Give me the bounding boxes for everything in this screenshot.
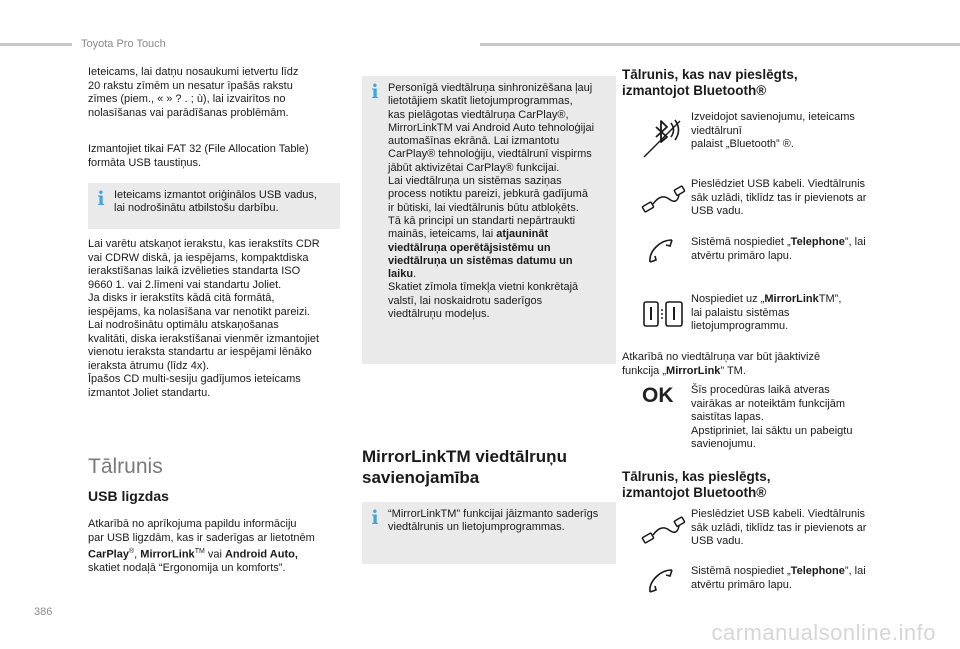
- page-number: 386: [34, 606, 53, 618]
- info-icon: i: [97, 188, 105, 210]
- cd-recording-advice: Lai varētu atskaņot ierakstu, kas ierakstīts CDR vai CDRW diskā, ja iespējams, kompaktdiska ierakstīšanas laikā izvēlieties standarta ISO 9660 1. vai 2.līmeni vai standartu Joliet. Ja disks ir ierakstīts kādā citā formātā, iespējams, ka nolasīšana var nenotikt pareizi. Lai nodrošinātu optimālu atskaņošanas kvalitāti, diska ierakstīšanai vienmēr izmantojiet vienotu ieraksta standartu ar iespējami lēnāko ieraksta ātrumu (līdz 4x). Īpašos CD multi-sesiju gadījumos ieteicams izmantot Joliet standartu.: [88, 238, 320, 399]
- filename-advice: Ieteicams, lai datņu nosaukumi ietvertu līdz 20 rakstu zīmēm un nesatur īpašās rakstu zīmes (piem., « » ? . ; ù), lai izvairītos no nolasīšanas vai parādīšanas problēmām.: [88, 66, 299, 119]
- press-telephone-step: Sistēmā nospiediet „Telephone”, lai atvērtu primāro lapu.: [691, 236, 866, 262]
- bluetooth-icon: [636, 117, 686, 161]
- usb-cable-note-text: Ieteicams izmantot oriģinālos USB vadus, lai nodrošinātu atbilstošu darbību.: [114, 189, 317, 215]
- connect-usb-step-2: Pieslēdziet USB kabeli. Viedtālrunis sāk uzlādi, tiklīdz tas ir pievienots ar USB vadu.: [691, 508, 867, 547]
- phone-not-bt-title: Tālrunis, kas nav pieslēgts, izmantojot Bluetooth®: [622, 67, 798, 98]
- usb-cable-icon: [639, 183, 687, 219]
- ok-icon: OK: [642, 384, 674, 407]
- press-mirrorlink-step: Nospiediet uz „MirrorLinkTM”, lai palaistu sistēmas lietojumprogrammu.: [691, 293, 842, 332]
- fat32-advice: Izmantojiet tikai FAT 32 (File Allocation Table) formāta USB taustiņus.: [88, 143, 309, 169]
- confirm-pages-step: Šīs procedūras laikā atveras vairākas ar noteiktām funkcijām saistītas lapas. Apstipriniet, lai sāktu un pabeigtu savienojumu.: [691, 384, 853, 450]
- info-icon: i: [371, 81, 379, 103]
- usb-sockets-title: USB ligzdas: [88, 488, 169, 504]
- phone-bt-title: Tālrunis, kas pieslēgts, izmantojot Bluetooth®: [622, 469, 771, 500]
- telephone-icon: [646, 566, 676, 596]
- usb-cable-note: [88, 183, 340, 229]
- header-rule-right: [480, 43, 960, 46]
- press-telephone-step-2: Sistēmā nospiediet „Telephone”, lai atvērtu primāro lapu.: [691, 565, 866, 591]
- info-icon: i: [371, 507, 379, 529]
- mirrorlink-title: MirrorLinkTM viedtālruņu savienojamība: [362, 447, 567, 487]
- mirrorlink-icon: [642, 298, 684, 332]
- connect-usb-step: Pieslēdziet USB kabeli. Viedtālrunis sāk uzlādi, tiklīdz tas ir pievienots ar USB vadu.: [691, 178, 867, 217]
- section-title-phone: Tālrunis: [88, 455, 163, 478]
- bt-activate-step: Izveidojot savienojumu, ieteicams viedtālrunī palaist „Bluetooth” ®.: [691, 111, 855, 150]
- manual-title: Toyota Pro Touch: [81, 38, 166, 50]
- smartphone-sync-note-text: Personīgā viedtālruņa sinhronizēšana ļauj lietotājiem skatīt lietojumprogrammas, kas pielāgotas viedtālruņa CarPlay®, MirrorLinkTM vai Android Auto tehnoloģijai automašīnas ekrānā. Lai izmantotu CarPlay® tehnoloģiju, viedtālrunī vispirms jābūt aktivizētai CarPlay® funkcijai. Lai viedtālruņa un sistēmas saziņas process notiktu pareizi, jebkurā gadījumā ir būtiski, lai viedtālrunis būtu atbloķēts. Tā kā principi un standarti nepārtraukti mainās, ieteicams, lai atjaunināt viedtālruņa operētājsistēmu un viedtālruņa un sistēmas datumu un laiku. Skatiet zīmola tīmekļa vietni konkrētajā valstī, lai noskaidrotu saderīgos viedtālruņu modeļus.: [388, 82, 595, 321]
- usb-sockets-text: Atkarībā no aprīkojuma papildu informāciju par USB ligzdām, kas ir saderīgas ar lietotnēm CarPlay®, MirrorLink™ vai Android Auto, skatiet nodaļā “Ergonomija un komforts”.: [88, 518, 315, 575]
- mirrorlink-note: [362, 502, 616, 564]
- watermark: carmanualsonline.info: [711, 620, 936, 645]
- usb-cable-icon: [639, 514, 687, 550]
- header-rule-left: [0, 43, 72, 46]
- smartphone-sync-note: [362, 76, 616, 364]
- mirrorlink-activation-note: Atkarībā no viedtālruņa var būt jāaktivizē funkcija „MirrorLink” TM.: [622, 351, 821, 377]
- mirrorlink-note-text: “MirrorLinkTM” funkcijai jāizmanto saderīgs viedtālrunis un lietojumprogrammas.: [388, 508, 599, 534]
- telephone-icon: [646, 236, 676, 266]
